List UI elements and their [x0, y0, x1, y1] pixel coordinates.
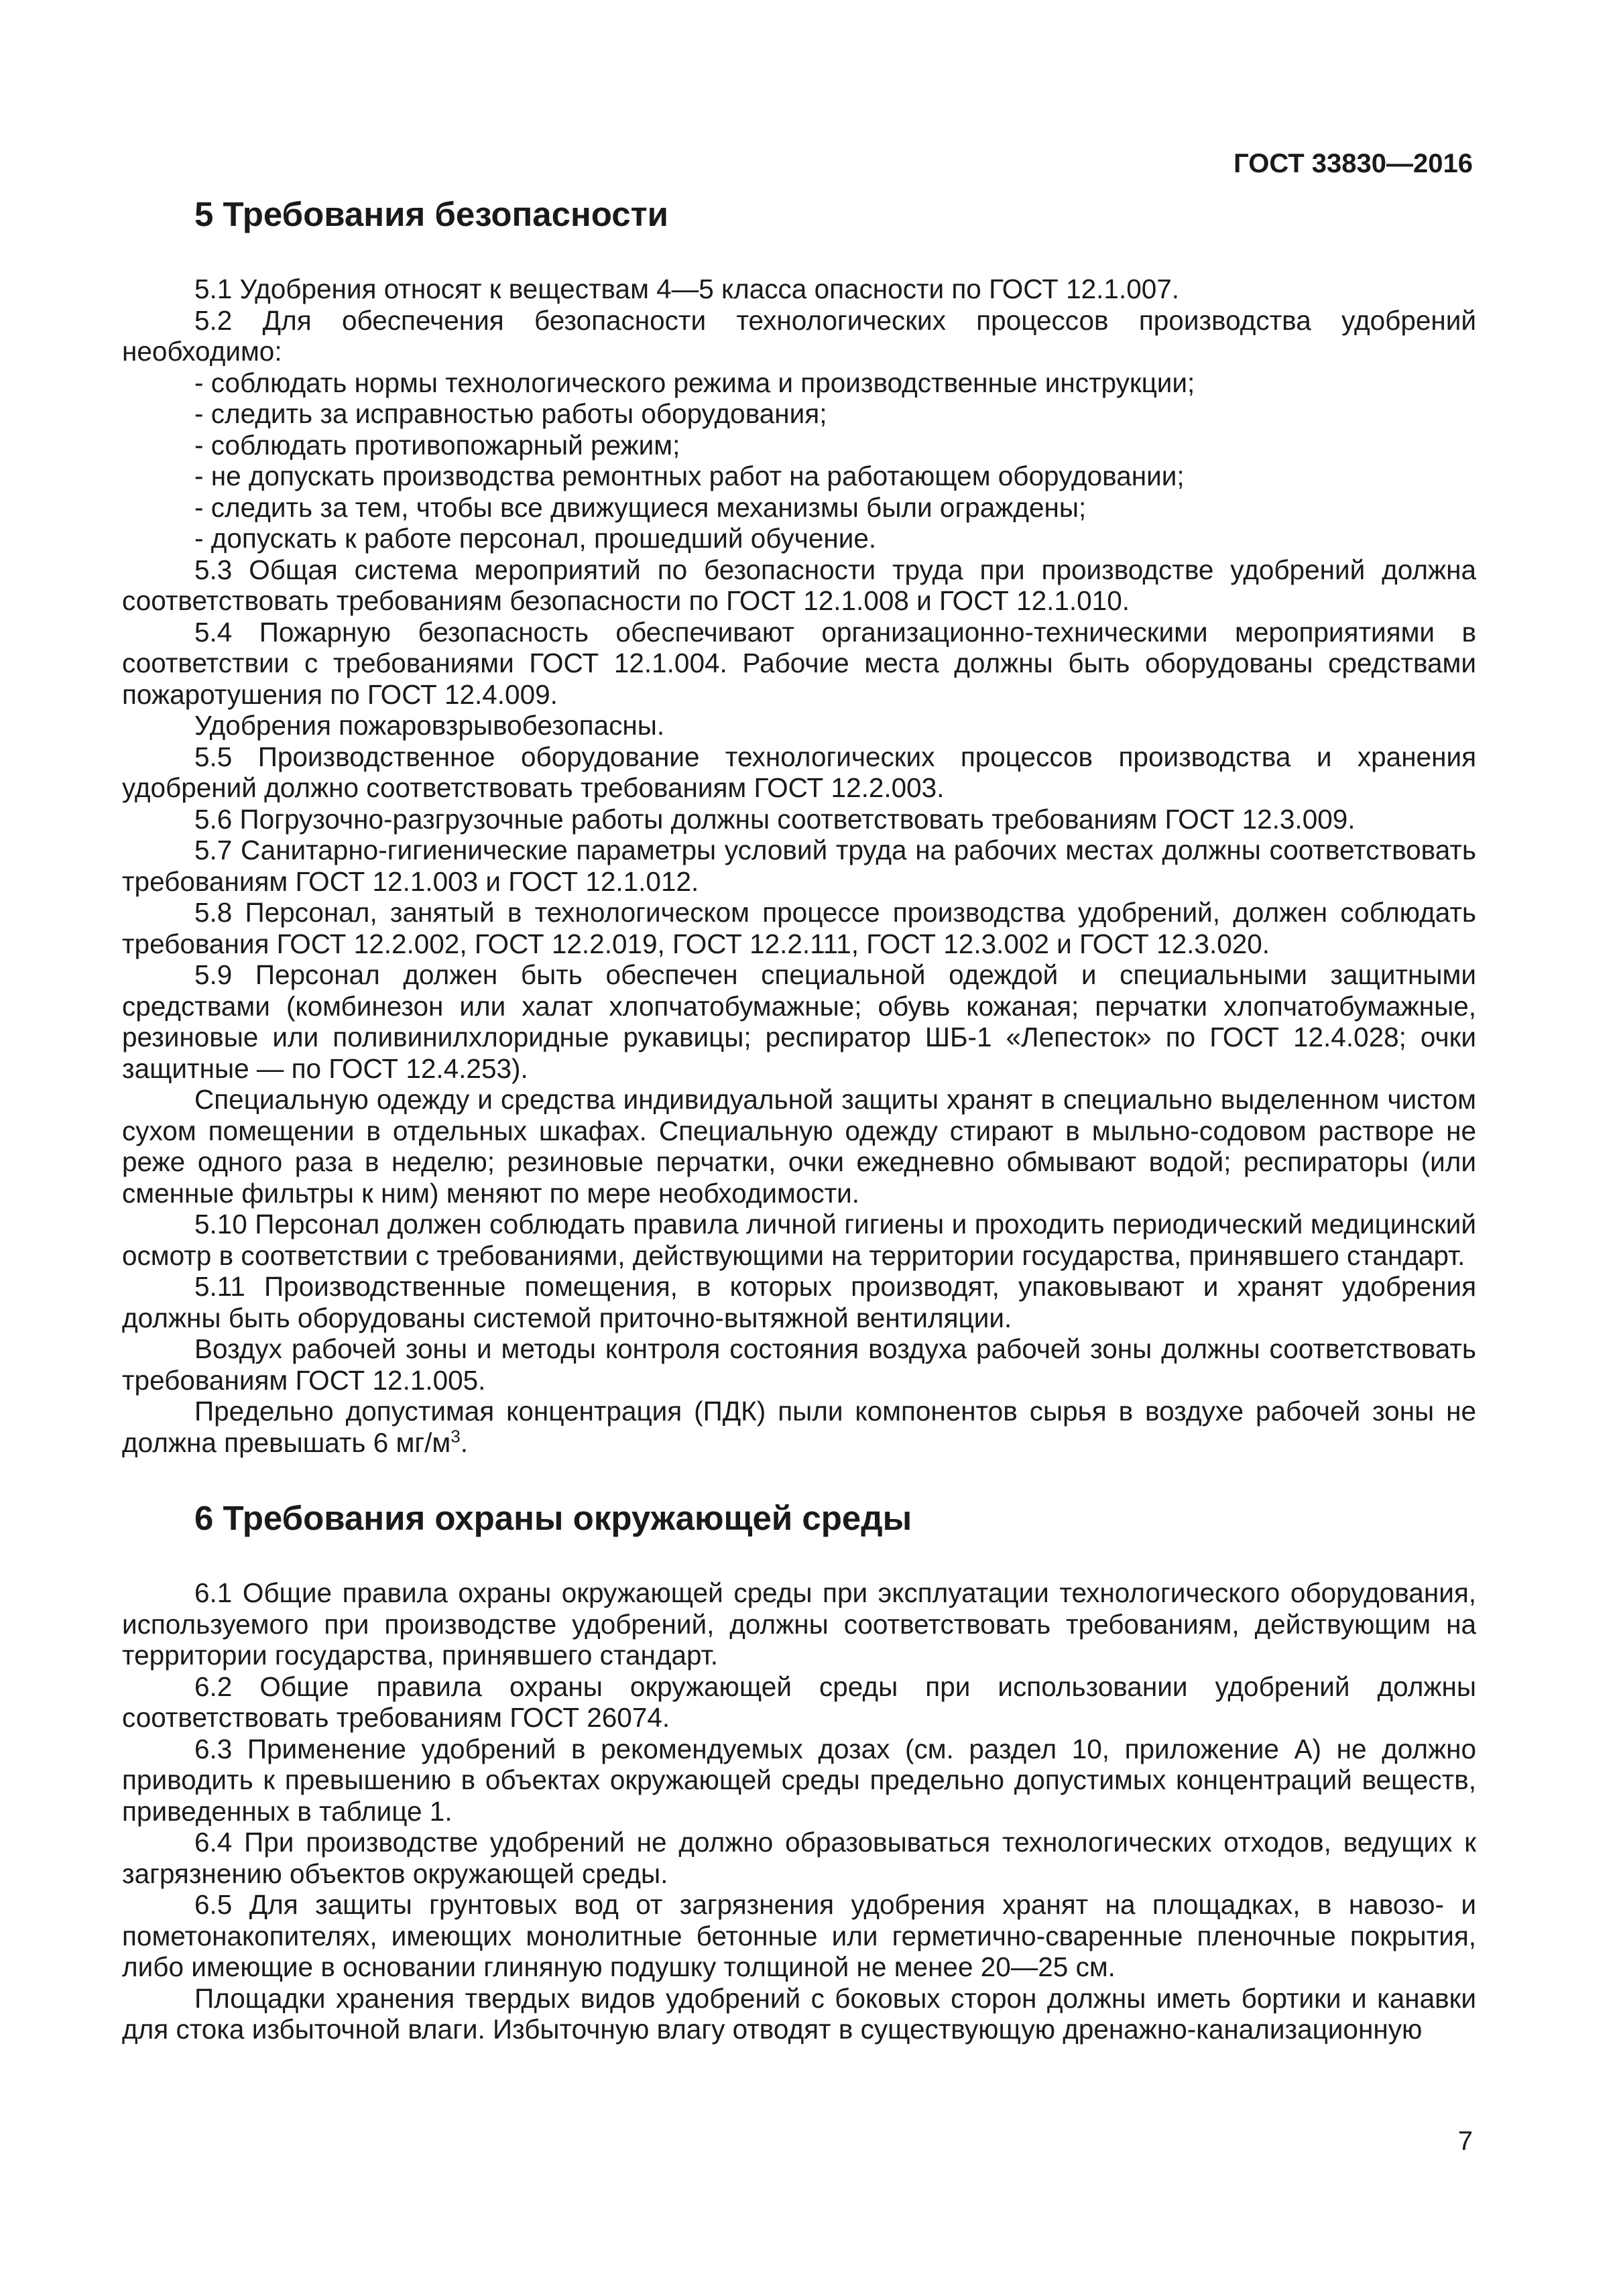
- paragraph-5-6: 5.6 Погрузочно-разгрузочные работы должны соответствовать требованиям ГОСТ 12.3.009.: [194, 803, 1356, 835]
- paragraph-6-4: 6.4 При производстве удобрений не должно образовываться технологических отходов, ведущих к загрязнению объектов окружающей среды.: [122, 1827, 1476, 1889]
- pdk-text: Предельно допустимая концентрация (ПДК) пыли компонентов сырья в воздухе рабочей зоны не должна превышать 6 мг/м: [122, 1396, 1476, 1458]
- page-content: [122, 196, 1476, 2045]
- paragraph-5-4-note: Удобрения пожаровзрывобезопасны.: [194, 710, 665, 741]
- paragraph-5-1: 5.1 Удобрения относят к веществам 4—5 класса опасности по ГОСТ 12.1.007.: [194, 274, 1180, 305]
- paragraph-5-11: 5.11 Производственные помещения, в которых производят, упаковывают и хранят удобрения должны быть оборудованы системой приточно-вытяжной вентиляции.: [122, 1271, 1476, 1333]
- paragraph-5-4: 5.4 Пожарную безопасность обеспечивают организационно-техническими мероприятиями в соответствии с требованиями ГОСТ 12.1.004. Рабочие места должны быть оборудованы средствами пожаротушения по ГОСТ 12.4.009.: [122, 616, 1476, 710]
- pdk-period: .: [460, 1427, 468, 1458]
- paragraph-5-7: 5.7 Санитарно-гигиенические параметры условий труда на рабочих местах должны соответствовать требованиям ГОСТ 12.1.003 и ГОСТ 12.1.012.: [122, 835, 1476, 897]
- paragraph-6-2: 6.2 Общие правила охраны окружающей среды при использовании удобрений должны соответствовать требованиям ГОСТ 26074.: [122, 1671, 1476, 1734]
- paragraph-6-5: 6.5 Для защиты грунтовых вод от загрязнения удобрения хранят на площадках, в навозо- и пометонакопителях, имеющих монолитные бетонные или герметично-сваренные пленочные покрытия, либо имеющие в основании глиняную подушку толщиной не менее 20—25 см.: [122, 1889, 1476, 1983]
- paragraph-5-11-air: Воздух рабочей зоны и методы контроля состояния воздуха рабочей зоны должны соответствовать требованиям ГОСТ 12.1.005.: [122, 1333, 1476, 1396]
- list-item: - следить за тем, чтобы все движущиеся механизмы были ограждены;: [194, 491, 1087, 523]
- paragraph-5-2: 5.2 Для обеспечения безопасности технологических процессов производства удобрений необходимо:: [122, 304, 1476, 367]
- paragraph-6-3: 6.3 Применение удобрений в рекомендуемых дозах (см. раздел 10, приложение А) не должно приводить к превышению в объектах окружающей среды предельно допустимых концентраций веществ, приведенных в таблице 1.: [122, 1733, 1476, 1827]
- pdk-superscript: 3: [450, 1426, 461, 1447]
- list-item: - не допускать производства ремонтных работ на работающем оборудовании;: [194, 461, 1185, 492]
- list-item: - соблюдать нормы технологического режима и производственные инструкции;: [194, 367, 1195, 398]
- section-6-title: 6 Требования охраны окружающей среды: [194, 1499, 912, 1538]
- list-item: - следить за исправностью работы оборудования;: [194, 398, 827, 430]
- paragraph-5-10: 5.10 Персонал должен соблюдать правила личной гигиены и проходить периодический медицинский осмотр в соответствии с требованиями, действующими на территории государства, принявшего стандарт.: [122, 1209, 1476, 1271]
- document-designation: ГОСТ 33830—2016: [1234, 149, 1473, 178]
- paragraph-6-1: 6.1 Общие правила охраны окружающей среды при эксплуатации технологического оборудования, используемого при производстве удобрений, должны соответствовать требованиям, действующим на территории государства, принявшего стандарт.: [122, 1577, 1476, 1671]
- paragraph-5-11-pdk: [122, 1396, 1476, 1458]
- paragraph-5-9-clothing: Специальную одежду и средства индивидуальной защиты хранят в специально выделенном чистом сухом помещении в отдельных шкафах. Специальную одежду стирают в мыльно-содовом растворе не реже одного раза в неделю; резиновые перчатки, очки ежедневно обмывают водой; респираторы (или сменные фильтры к ним) меняют по мере необходимости.: [122, 1084, 1476, 1209]
- list-item: - соблюдать противопожарный режим;: [194, 429, 680, 461]
- paragraph-5-3: 5.3 Общая система мероприятий по безопасности труда при производстве удобрений должна соответствовать требованиям безопасности по ГОСТ 12.1.008 и ГОСТ 12.1.010.: [122, 554, 1476, 617]
- paragraph-5-9: 5.9 Персонал должен быть обеспечен специальной одеждой и специальными защитными средствами (комбинезон или халат хлопчатобумажные; обувь кожаная; перчатки хлопчатобумажные, резиновые или поливинилхлоридные рукавицы; респиратор ШБ-1 «Лепесток» по ГОСТ 12.4.028; очки защитные — по ГОСТ 12.4.253).: [122, 959, 1476, 1084]
- paragraph-5-8: 5.8 Персонал, занятый в технологическом процессе производства удобрений, должен соблюдать требования ГОСТ 12.2.002, ГОСТ 12.2.019, ГОСТ 12.2.111, ГОСТ 12.3.002 и ГОСТ 12.3.020.: [122, 897, 1476, 959]
- list-item: - допускать к работе персонал, прошедший обучение.: [194, 523, 877, 554]
- paragraph-6-5-storage: Площадки хранения твердых видов удобрений с боковых сторон должны иметь бортики и канавки для стока избыточной влаги. Избыточную влагу отводят в существующую дренажно-канализационную: [122, 1982, 1476, 2045]
- section-5-title: 5 Требования безопасности: [194, 195, 668, 233]
- page-number: 7: [1457, 2126, 1473, 2156]
- paragraph-5-5: 5.5 Производственное оборудование технологических процессов производства и хранения удобрений должно соответствовать требованиям ГОСТ 12.2.003.: [122, 741, 1476, 804]
